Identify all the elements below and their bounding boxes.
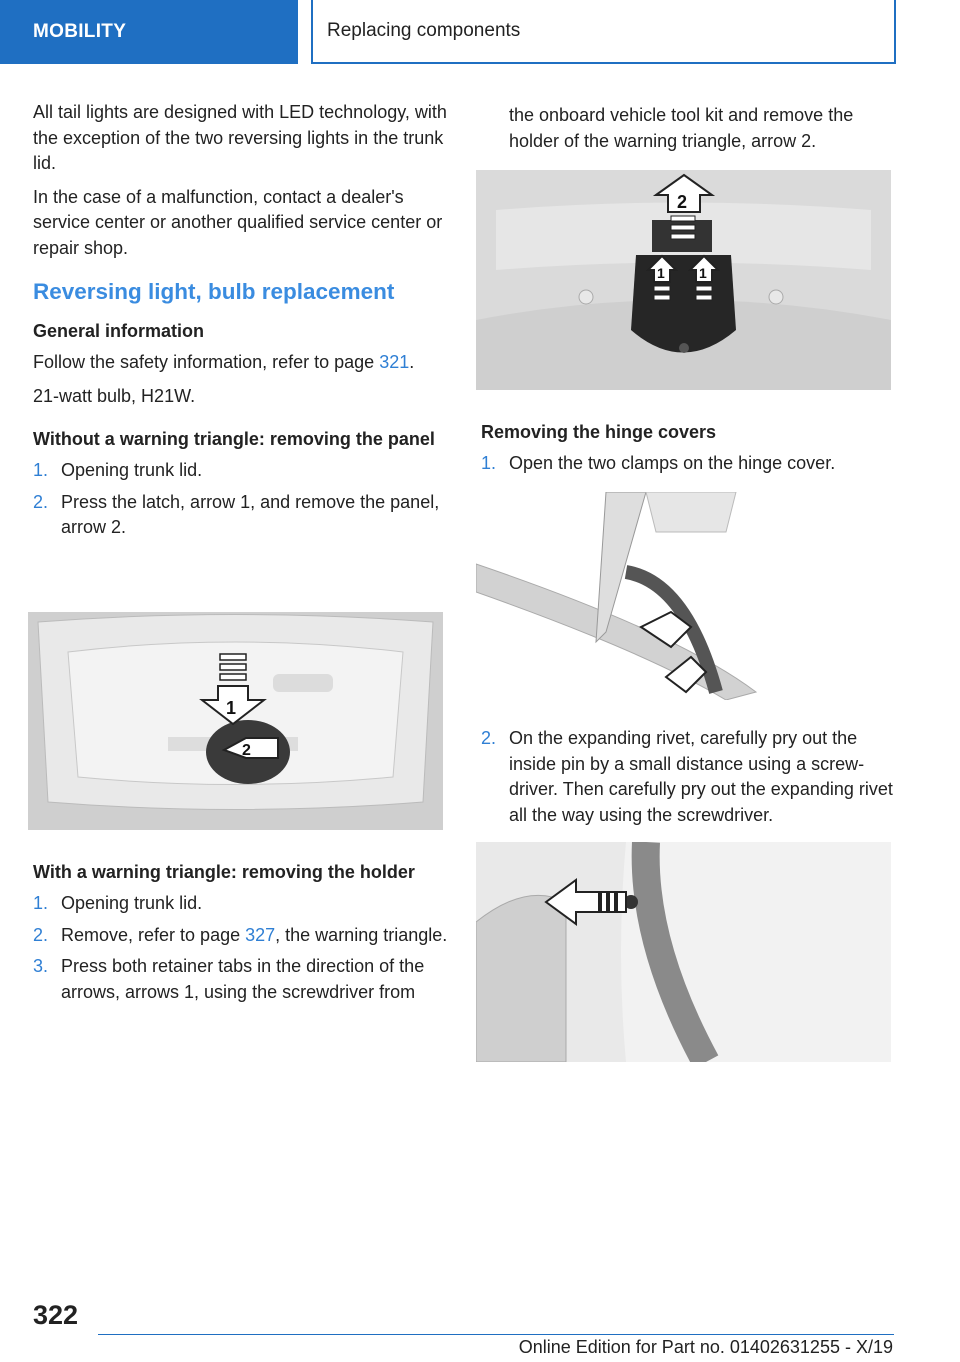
expanding-rivet-figure <box>476 842 891 1062</box>
hinge-steps-2 <box>481 726 893 828</box>
header-chapter: Replacing components <box>311 0 896 64</box>
without-triangle-heading: Without a warning triangle: removing the panel <box>33 429 435 449</box>
with-triangle-steps <box>33 891 448 1005</box>
left-column <box>33 100 448 547</box>
continued-text: the onboard vehicle tool kit and remove the holder of the warning triangle, arrow 2. <box>509 105 854 151</box>
trunk-lid-figure <box>28 612 443 830</box>
header-section: MOBILITY <box>0 0 298 64</box>
right-column <box>509 103 893 162</box>
intro-paragraph-1: All tail lights are designed with LED technology, with the exception of the two reversing lights in the trunk lid. <box>33 102 447 173</box>
page-link-327[interactable]: 327 <box>245 924 276 945</box>
with-triangle-heading: With a warning triangle: removing the holder <box>33 862 415 882</box>
list-item: 1. Open the two clamps on the hinge cover. <box>481 453 836 473</box>
list-item: 2. Remove, refer to page 327, the warning triangle. <box>33 924 448 945</box>
bulb-type: 21-watt bulb, H21W. <box>33 385 196 406</box>
general-info-heading: General information <box>33 321 205 341</box>
list-item: 2. Press the latch, arrow 1, and remove the panel, arrow 2. <box>33 491 440 537</box>
arrow-label-1: 1 <box>226 698 237 718</box>
hinge-cover-figure <box>476 492 891 700</box>
list-item: 2. On the expanding rivet, carefully pry out the inside pin by a small distance using a screwdriver. Then carefully pry out the expanding rivet all the way using the screwdriver. <box>481 728 893 825</box>
page-number: 322 <box>33 1300 79 1330</box>
left-column-lower <box>33 860 448 1011</box>
hinge-covers-heading: Removing the hinge covers <box>481 422 717 442</box>
right-column-lower <box>481 726 893 834</box>
intro-paragraph-2: In the case of a malfunction, contact a dealer's service center or another qualified service center or repair shop. <box>33 186 443 258</box>
triangle-holder-figure <box>476 170 891 390</box>
hinge-steps-1 <box>481 451 893 477</box>
edition-footer: Online Edition for Part no. 01402631255 - X/19 <box>518 1337 893 1357</box>
list-item: 1. Opening trunk lid. <box>33 893 203 913</box>
list-item: 1. Opening trunk lid. <box>33 460 203 480</box>
right-column-middle <box>481 420 893 483</box>
arrow-label-1-right: 1 <box>699 265 707 281</box>
arrow-label-2: 2 <box>242 742 251 759</box>
footer-divider <box>98 1334 894 1335</box>
arrow-label-2: 2 <box>677 192 688 212</box>
list-item: 3. Press both retainer tabs in the direction of the arrows, arrows 1, using the screwdriver from <box>33 956 425 1002</box>
arrow-label-1-left: 1 <box>657 265 665 281</box>
without-triangle-steps <box>33 458 448 541</box>
section-title: Reversing light, bulb replacement <box>33 279 395 304</box>
safety-info: Follow the safety information, refer to page 321. <box>33 352 415 372</box>
page-link-321[interactable]: 321 <box>379 352 410 372</box>
